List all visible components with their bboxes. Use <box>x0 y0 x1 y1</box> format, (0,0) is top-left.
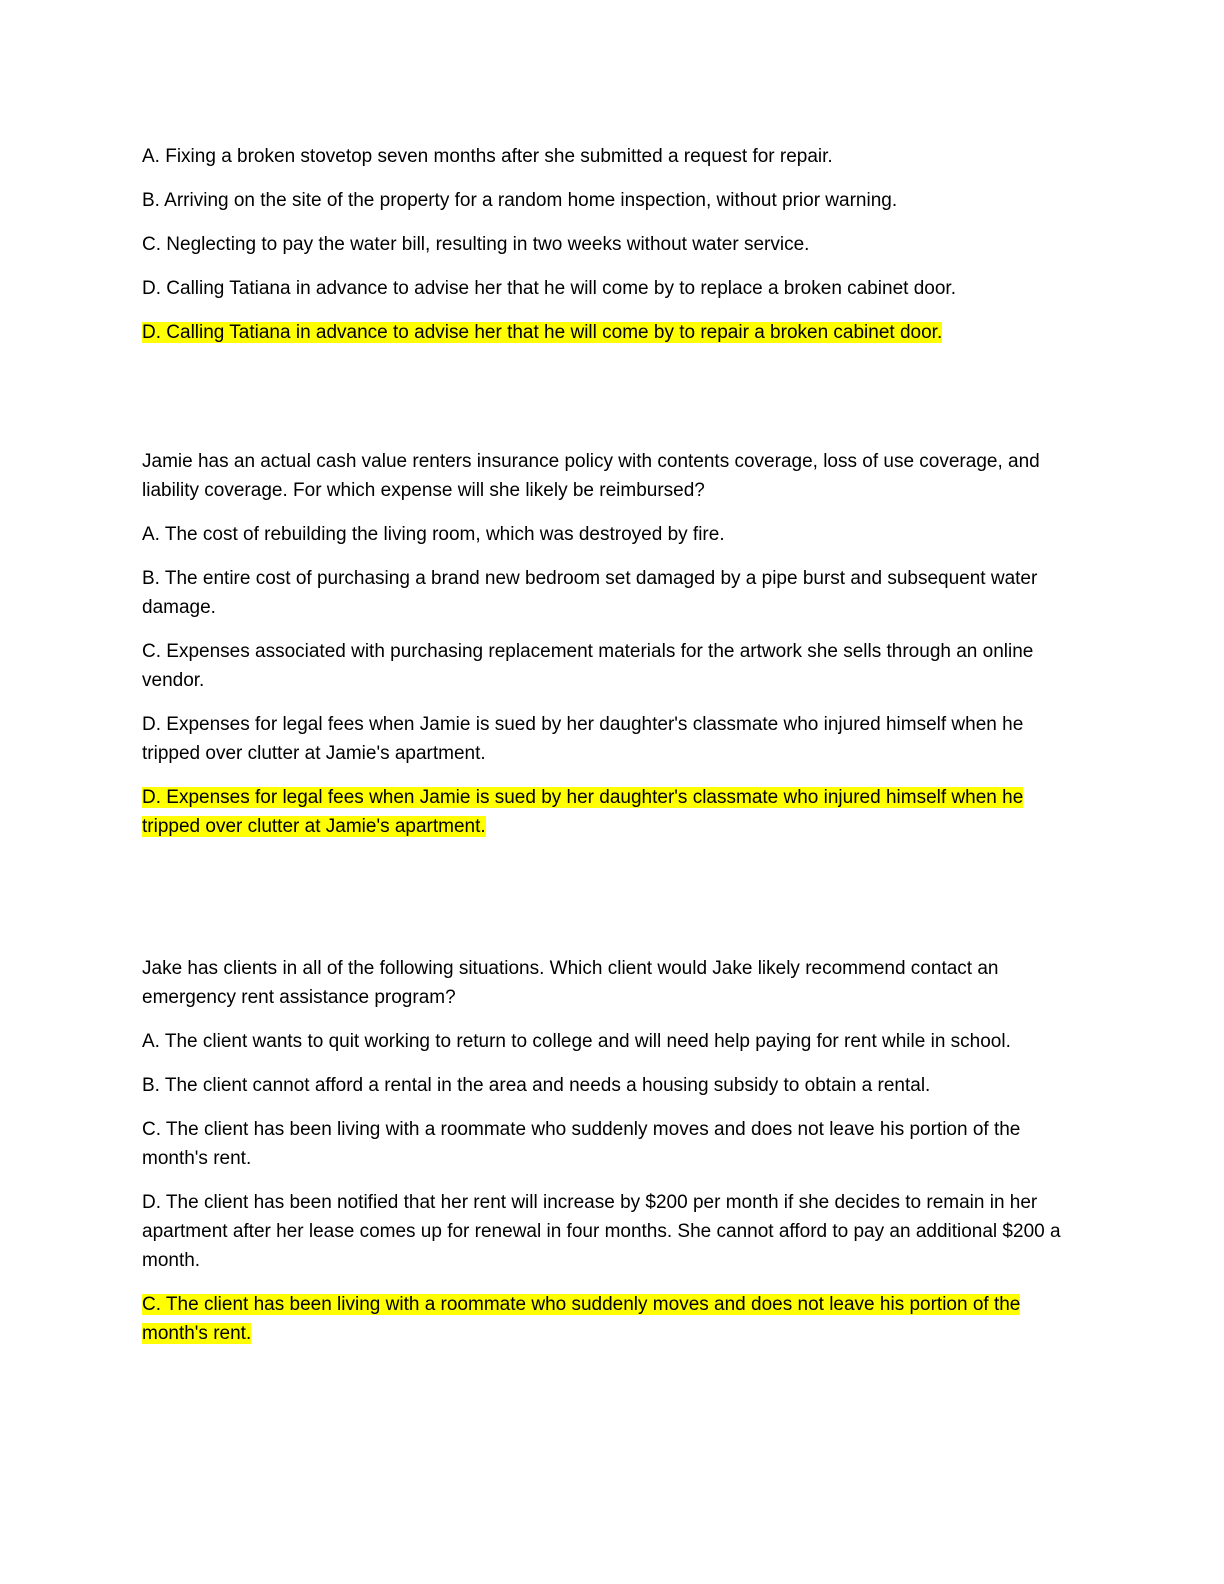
option-text: A. Fixing a broken stovetop seven months after she submitted a request for repair. <box>142 146 833 167</box>
option-text: A. The cost of rebuilding the living room, which was destroyed by fire. <box>142 524 725 545</box>
spacer <box>142 362 1082 447</box>
answer-option-a <box>142 520 1082 549</box>
option-text: D. Calling Tatiana in advance to advise her that he will come by to replace a broken cabinet door. <box>142 278 956 299</box>
highlighted-answer <box>142 1290 1082 1348</box>
answer-option-d <box>142 710 1082 768</box>
answer-option-c <box>142 230 1082 259</box>
answer-option-b <box>142 1071 1082 1100</box>
answer-option-c <box>142 1115 1082 1173</box>
question-text <box>142 447 1082 505</box>
question-stem: Jake has clients in all of the following situations. Which client would Jake likely recommend contact an emergency rent assistance program? <box>142 958 999 1008</box>
question-text <box>142 954 1082 1012</box>
option-text: C. Expenses associated with purchasing replacement materials for the artwork she sells through an online vendor. <box>142 641 1034 691</box>
highlighted-answer <box>142 783 1082 841</box>
highlighted-answer-text: D. Expenses for legal fees when Jamie is sued by her daughter's classmate who injured himself when he tripped over clutter at Jamie's apartment. <box>142 787 1024 837</box>
document-page <box>142 142 1082 1363</box>
highlighted-answer-text: C. The client has been living with a roommate who suddenly moves and does not leave his portion of the month's rent. <box>142 1294 1021 1344</box>
answer-option-b <box>142 564 1082 622</box>
answer-option-c <box>142 637 1082 695</box>
option-text: B. The client cannot afford a rental in the area and needs a housing subsidy to obtain a rental. <box>142 1075 931 1096</box>
answer-option-a <box>142 142 1082 171</box>
answer-option-a <box>142 1027 1082 1056</box>
answer-option-d <box>142 274 1082 303</box>
option-text: A. The client wants to quit working to return to college and will need help paying for rent while in school. <box>142 1031 1011 1052</box>
option-text: B. The entire cost of purchasing a brand new bedroom set damaged by a pipe burst and subsequent water damage. <box>142 568 1038 618</box>
option-text: D. The client has been notified that her rent will increase by $200 per month if she decides to remain in her apartment after her lease comes up for renewal in four months. She cannot afford to pay an additional $200 a month. <box>142 1192 1061 1271</box>
highlighted-answer <box>142 318 1082 347</box>
option-text: C. The client has been living with a roommate who suddenly moves and does not leave his portion of the month's rent. <box>142 1119 1021 1169</box>
spacer <box>142 856 1082 954</box>
answer-option-b <box>142 186 1082 215</box>
question-block-3 <box>142 954 1082 1348</box>
option-text: D. Expenses for legal fees when Jamie is sued by her daughter's classmate who injured himself when he tripped over clutter at Jamie's apartment. <box>142 714 1024 764</box>
question-stem: Jamie has an actual cash value renters insurance policy with contents coverage, loss of use coverage, and liability coverage. For which expense will she likely be reimbursed? <box>142 451 1040 501</box>
highlighted-answer-text: D. Calling Tatiana in advance to advise her that he will come by to repair a broken cabinet door. <box>142 322 943 343</box>
answer-option-d <box>142 1188 1082 1275</box>
question-block-1 <box>142 142 1082 347</box>
question-block-2 <box>142 447 1082 841</box>
option-text: C. Neglecting to pay the water bill, resulting in two weeks without water service. <box>142 234 810 255</box>
option-text: B. Arriving on the site of the property for a random home inspection, without prior warning. <box>142 190 898 211</box>
